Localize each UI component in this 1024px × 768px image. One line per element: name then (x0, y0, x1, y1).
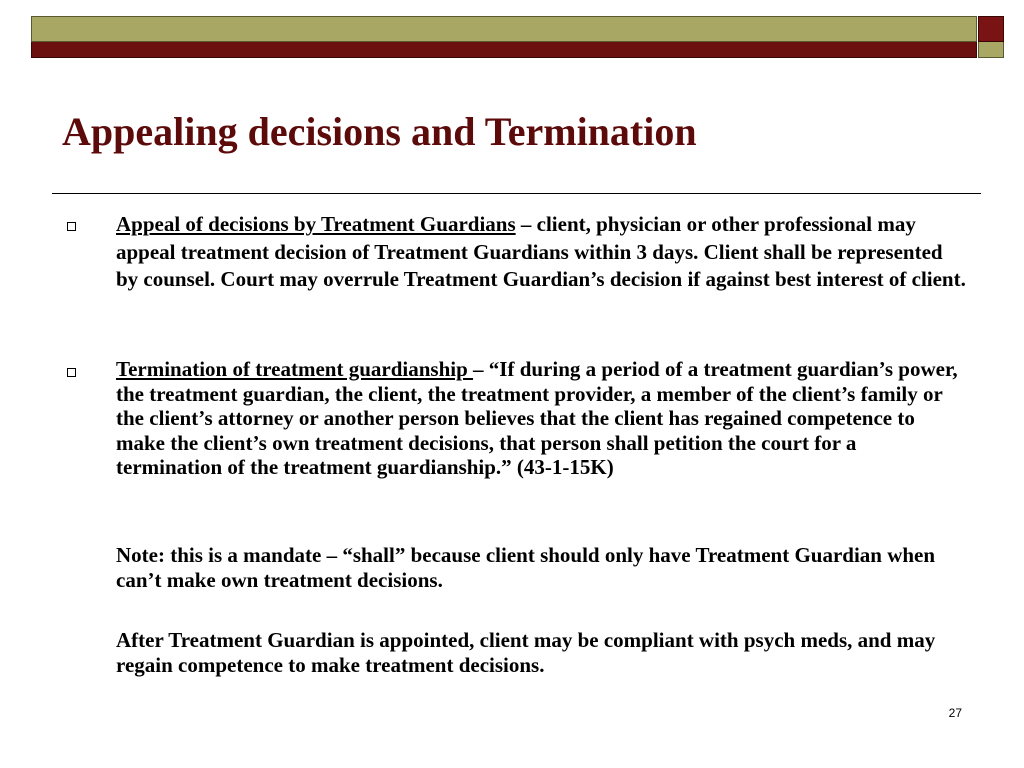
page-number: 27 (948, 706, 962, 720)
bullet-termination-body: – “If during a period of a treatment guardian’s power, the treatment guardian, the client, the treatment provider, a member of the client’s family or the client’s attorney or another person believes that the client has regained competence to make the client’s own treatment decisions, that person shall petition the court for a termination of the treatment guardianship.” (43-1-15K) (116, 357, 958, 479)
bullet-appeal-heading: Appeal of decisions by Treatment Guardians (116, 212, 516, 236)
square-bullet-icon (67, 222, 76, 231)
note-compliance: After Treatment Guardian is appointed, client may be compliant with psych meds, and may regain competence to make treatment decisions. (116, 628, 936, 677)
bullet-appeal (116, 211, 966, 294)
bullet-termination-heading: Termination of treatment guardianship (116, 357, 474, 381)
bullet-termination (116, 357, 966, 480)
bullet-appeal-body: – client, physician or other professional may appeal treatment decision of Treatment Guardians within 3 days. Client shall be represented by counsel. Court may overrule Treatment Guardian’s decision if against best interest of client. (116, 212, 966, 291)
note-mandate: Note: this is a mandate – “shall” because client should only have Treatment Guardian when can’t make own treatment decisions. (116, 543, 936, 592)
slide-title: Appealing decisions and Termination (62, 109, 697, 154)
square-bullet-icon (67, 368, 76, 377)
